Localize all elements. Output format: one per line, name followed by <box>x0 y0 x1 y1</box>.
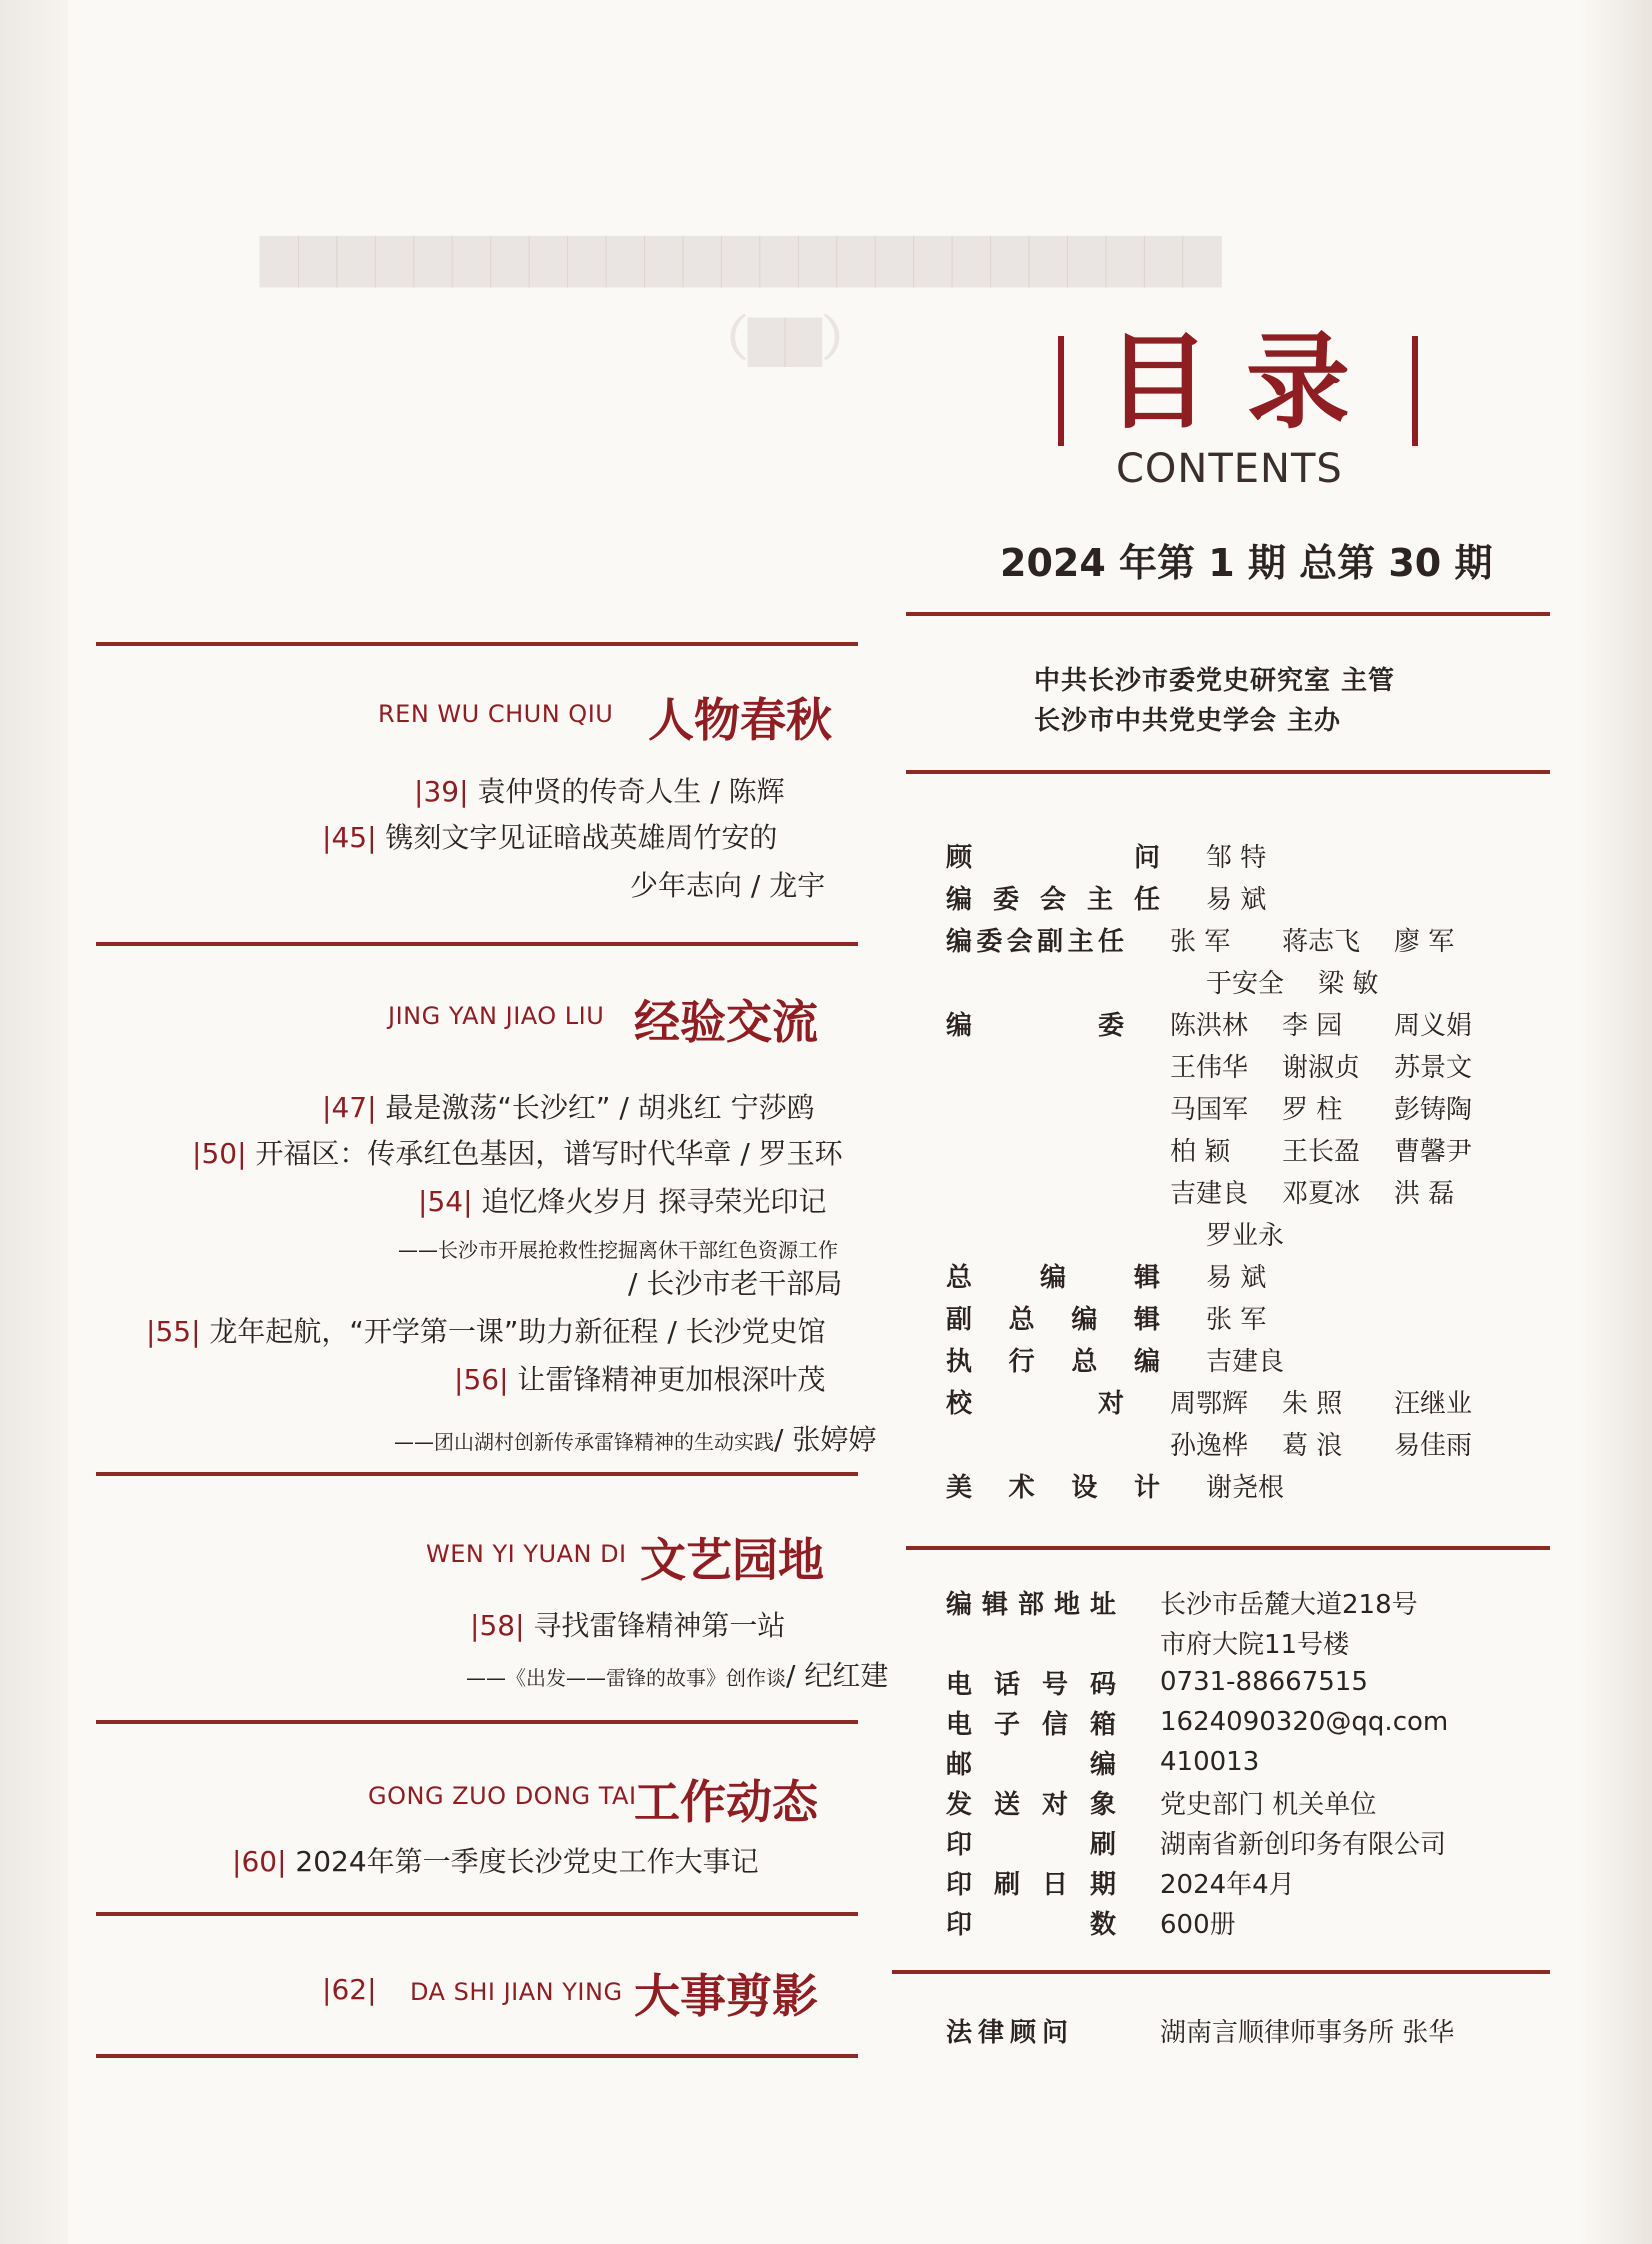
staff-row <box>946 1086 1506 1128</box>
staff-row <box>946 1380 1506 1422</box>
info-row <box>946 1822 1506 1862</box>
staff-row <box>946 834 1506 876</box>
staff-name: 蒋志飞 <box>1282 926 1361 957</box>
entry-title: 让雷锋精神更加根深叶茂 <box>517 1363 826 1396</box>
info-label: 法律顾问 <box>946 2017 1075 2048</box>
staff-list <box>946 834 1506 1506</box>
publication-info <box>946 1582 1506 1942</box>
staff-name: 易佳雨 <box>1394 1430 1473 1461</box>
staff-name: 张 军 <box>1170 926 1231 957</box>
bleed-through-text: （▇▇） <box>700 311 870 367</box>
page-subtitle: CONTENTS <box>1116 446 1343 492</box>
staff-label: 校 对 <box>946 1388 1124 1419</box>
staff-label: 美 术 设 计 <box>946 1472 1160 1503</box>
staff-name: 吉建良 <box>1170 1178 1249 1209</box>
staff-label: 顾 问 <box>946 842 1160 873</box>
staff-label: 编 委 会 副 主 任 <box>946 926 1124 957</box>
staff-name: 柏 颖 <box>1170 1136 1231 1167</box>
staff-name: 葛 浪 <box>1282 1430 1343 1461</box>
info-row <box>946 1782 1506 1822</box>
staff-name: 罗 柱 <box>1282 1094 1343 1125</box>
staff-name: 马国军 <box>1170 1094 1249 1125</box>
page-number: 60 <box>241 1845 278 1878</box>
staff-names <box>1170 1425 1506 1462</box>
staff-names <box>1170 1005 1506 1042</box>
info-value: 湖南省新创印务有限公司 <box>1160 1829 1447 1860</box>
section-divider <box>96 1472 858 1476</box>
staff-row <box>946 1464 1506 1506</box>
page-number: 62 <box>331 1973 368 2006</box>
masthead-divider <box>906 1546 1550 1550</box>
staff-row <box>946 960 1506 1002</box>
staff-row <box>946 1212 1506 1254</box>
entry-continuation: 少年志向 / 龙宇 <box>630 869 826 902</box>
toc-entry[interactable]: |47| 最是激荡“长沙红” / 胡兆红 宁莎鸥 <box>322 1091 815 1124</box>
entry-title: 开福区：传承红色基因，谱写时代华章 / 罗玉环 <box>255 1137 843 1170</box>
staff-names <box>1206 1257 1318 1294</box>
staff-names <box>1170 1089 1506 1126</box>
staff-name: 吉建良 <box>1206 1346 1285 1377</box>
info-value: 湖南言顺律师事务所 张华 <box>1160 2017 1455 2048</box>
info-label: 印 数 <box>946 1909 1116 1940</box>
staff-row <box>946 1170 1506 1212</box>
toc-entry[interactable]: |55| 龙年起航，“开学第一课”助力新征程 / 长沙党史馆 <box>146 1315 826 1348</box>
staff-names <box>1206 1341 1318 1378</box>
staff-names <box>1206 1467 1318 1504</box>
toc-entry[interactable]: |56| 让雷锋精神更加根深叶茂 <box>454 1363 826 1396</box>
section-pinyin: DA SHI JIAN YING <box>410 1978 623 2006</box>
page-gutter <box>0 0 68 2244</box>
staff-row <box>946 1422 1506 1464</box>
staff-name: 王伟华 <box>1170 1052 1249 1083</box>
info-label: 邮 编 <box>946 1749 1116 1780</box>
entry-subtitle: ——团山湖村创新传承雷锋精神的生动实践/ 张婷婷 <box>394 1423 877 1456</box>
entry-title: 龙年起航，“开学第一课”助力新征程 / 长沙党史馆 <box>209 1315 826 1348</box>
entry-title: 寻找雷锋精神第一站 <box>533 1609 786 1642</box>
section-divider <box>96 642 858 646</box>
toc-entry[interactable]: |54| 追忆烽火岁月 探寻荣光印记 <box>418 1185 827 1218</box>
staff-names <box>1170 1047 1506 1084</box>
section-divider <box>96 1912 858 1916</box>
entry-subtitle: ——长沙市开展抢救性挖掘离休干部红色资源工作 <box>398 1238 838 1262</box>
staff-name: 邹 特 <box>1206 842 1267 873</box>
info-row <box>946 1742 1506 1782</box>
page-number: 50 <box>201 1137 238 1170</box>
info-label: 印 刷 日 期 <box>946 1869 1116 1900</box>
staff-row <box>946 1002 1506 1044</box>
staff-name: 张 军 <box>1206 1304 1267 1335</box>
entry-subtitle: ——《出发——雷锋的故事》创作谈/ 纪红建 <box>466 1659 889 1692</box>
entry-title: 追忆烽火岁月 探寻荣光印记 <box>481 1185 827 1218</box>
info-row <box>946 1862 1506 1902</box>
staff-name: 苏景文 <box>1394 1052 1473 1083</box>
info-value: 市府大院11号楼 <box>1160 1629 1350 1660</box>
staff-name: 朱 照 <box>1282 1388 1343 1419</box>
staff-name: 易 斌 <box>1206 884 1267 915</box>
staff-names <box>1206 837 1318 874</box>
toc-entry[interactable]: |58| 寻找雷锋精神第一站 <box>470 1609 786 1642</box>
page-number: 56 <box>463 1363 500 1396</box>
toc-entry[interactable]: |60| 2024年第一季度长沙党史工作大事记 <box>232 1845 759 1878</box>
info-value: 0731-88667515 <box>1160 1667 1368 1697</box>
legal-advisor-row <box>946 2010 1454 2050</box>
staff-row <box>946 1296 1506 1338</box>
info-value: 600册 <box>1160 1909 1236 1940</box>
toc-entry[interactable]: |50| 开福区：传承红色基因，谱写时代华章 / 罗玉环 <box>192 1137 843 1170</box>
staff-row <box>946 876 1506 918</box>
info-row <box>946 1622 1506 1662</box>
section-pinyin: WEN YI YUAN DI <box>426 1540 627 1568</box>
page-number: 45 <box>331 821 368 854</box>
toc-entry[interactable]: |62| <box>322 1973 377 2006</box>
staff-name: 梁 敏 <box>1318 968 1379 999</box>
issue-number: 2024 年第 1 期 总第 30 期 <box>1000 541 1493 585</box>
publisher-sponsor: 长沙市中共党史学会 主办 <box>1034 706 1342 736</box>
info-value: 党史部门 机关单位 <box>1160 1789 1377 1820</box>
staff-row <box>946 918 1506 960</box>
staff-name: 廖 军 <box>1394 926 1455 957</box>
staff-label: 执 行 总 编 <box>946 1346 1160 1377</box>
info-value: 长沙市岳麓大道218号 <box>1160 1589 1418 1620</box>
staff-name: 谢尧根 <box>1206 1472 1285 1503</box>
staff-label: 副 总 编 辑 <box>946 1304 1160 1335</box>
staff-label: 编 委 会 主 任 <box>946 884 1160 915</box>
staff-name: 邓夏冰 <box>1282 1178 1361 1209</box>
masthead-divider <box>892 1970 1550 1974</box>
staff-row <box>946 1338 1506 1380</box>
staff-name: 陈洪林 <box>1170 1010 1249 1041</box>
staff-row <box>946 1044 1506 1086</box>
section-title: 工作动态 <box>634 1775 818 1829</box>
staff-names <box>1170 1173 1506 1210</box>
section-pinyin: REN WU CHUN QIU <box>378 700 614 728</box>
staff-names <box>1170 921 1506 958</box>
page-number: 54 <box>427 1185 464 1218</box>
staff-label: 总 编 辑 <box>946 1262 1160 1293</box>
page-edge-shadow <box>1582 0 1652 2244</box>
info-label: 发 送 对 象 <box>946 1789 1116 1820</box>
info-value: 1624090320@qq.com <box>1160 1707 1449 1737</box>
staff-names <box>1206 879 1318 916</box>
staff-name: 洪 磊 <box>1394 1178 1455 1209</box>
staff-name: 罗业永 <box>1206 1220 1285 1251</box>
toc-entry[interactable]: |39| 袁仲贤的传奇人生 / 陈辉 <box>414 775 785 808</box>
entry-title: 最是激荡“长沙红” / 胡兆红 宁莎鸥 <box>385 1091 815 1124</box>
section-divider <box>96 1720 858 1724</box>
page-number: 58 <box>479 1609 516 1642</box>
section-title: 文艺园地 <box>640 1533 824 1587</box>
staff-name: 易 斌 <box>1206 1262 1267 1293</box>
staff-name: 于安全 <box>1206 968 1285 999</box>
section-divider <box>96 2054 858 2058</box>
info-label: 编 辑 部 地 址 <box>946 1589 1116 1620</box>
staff-name: 周义娟 <box>1394 1010 1473 1041</box>
section-pinyin: GONG ZUO DONG TAI <box>368 1782 637 1810</box>
info-label: 印 刷 <box>946 1829 1116 1860</box>
entry-title: 袁仲贤的传奇人生 / 陈辉 <box>477 775 785 808</box>
entry-title: 2024年第一季度长沙党史工作大事记 <box>295 1845 759 1878</box>
entry-title: 镌刻文字见证暗战英雄周竹安的 <box>385 821 778 854</box>
staff-name: 周鄂辉 <box>1170 1388 1249 1419</box>
staff-name: 谢淑贞 <box>1282 1052 1361 1083</box>
page-title: 目录 <box>1106 320 1387 443</box>
staff-names <box>1206 963 1430 1000</box>
section-title: 大事剪影 <box>634 1969 818 2023</box>
header-divider <box>906 612 1550 616</box>
staff-row <box>946 1128 1506 1170</box>
staff-name: 孙逸桦 <box>1170 1430 1249 1461</box>
staff-names <box>1170 1131 1506 1168</box>
bleed-through-text: ▇▇▇▇▇▇▇▇▇▇▇▇▇▇▇▇▇▇▇▇▇▇▇▇▇ <box>260 228 1222 287</box>
masthead-divider <box>906 770 1550 774</box>
info-label: 电 子 信 箱 <box>946 1709 1116 1740</box>
contents-title-block <box>1058 320 1418 454</box>
staff-row <box>946 1254 1506 1296</box>
section-pinyin: JING YAN JIAO LIU <box>388 1002 605 1030</box>
staff-name: 李 园 <box>1282 1010 1343 1041</box>
staff-name: 王长盈 <box>1282 1136 1361 1167</box>
info-row <box>946 1582 1506 1622</box>
page-number: 39 <box>423 775 460 808</box>
staff-names <box>1206 1299 1318 1336</box>
staff-names <box>1170 1383 1506 1420</box>
section-title: 经验交流 <box>634 995 818 1049</box>
page-number: 55 <box>155 1315 192 1348</box>
info-row <box>946 1702 1506 1742</box>
info-label: 电 话 号 码 <box>946 1669 1116 1700</box>
entry-continuation: / 长沙市老干部局 <box>628 1267 843 1300</box>
page-number: 47 <box>331 1091 368 1124</box>
section-title: 人物春秋 <box>648 693 832 747</box>
info-row <box>946 1902 1506 1942</box>
toc-entry[interactable]: |45| 镌刻文字见证暗战英雄周竹安的 <box>322 821 778 854</box>
staff-name: 汪继业 <box>1394 1388 1473 1419</box>
staff-name: 曹馨尹 <box>1394 1136 1473 1167</box>
staff-names <box>1206 1215 1318 1252</box>
info-row <box>946 1662 1506 1702</box>
publisher-supervisor: 中共长沙市委党史研究室 主管 <box>1034 666 1396 696</box>
staff-name: 彭铸陶 <box>1394 1094 1473 1125</box>
info-value: 410013 <box>1160 1747 1260 1777</box>
info-value: 2024年4月 <box>1160 1869 1295 1900</box>
staff-label: 编 委 <box>946 1010 1124 1041</box>
section-divider <box>96 942 858 946</box>
